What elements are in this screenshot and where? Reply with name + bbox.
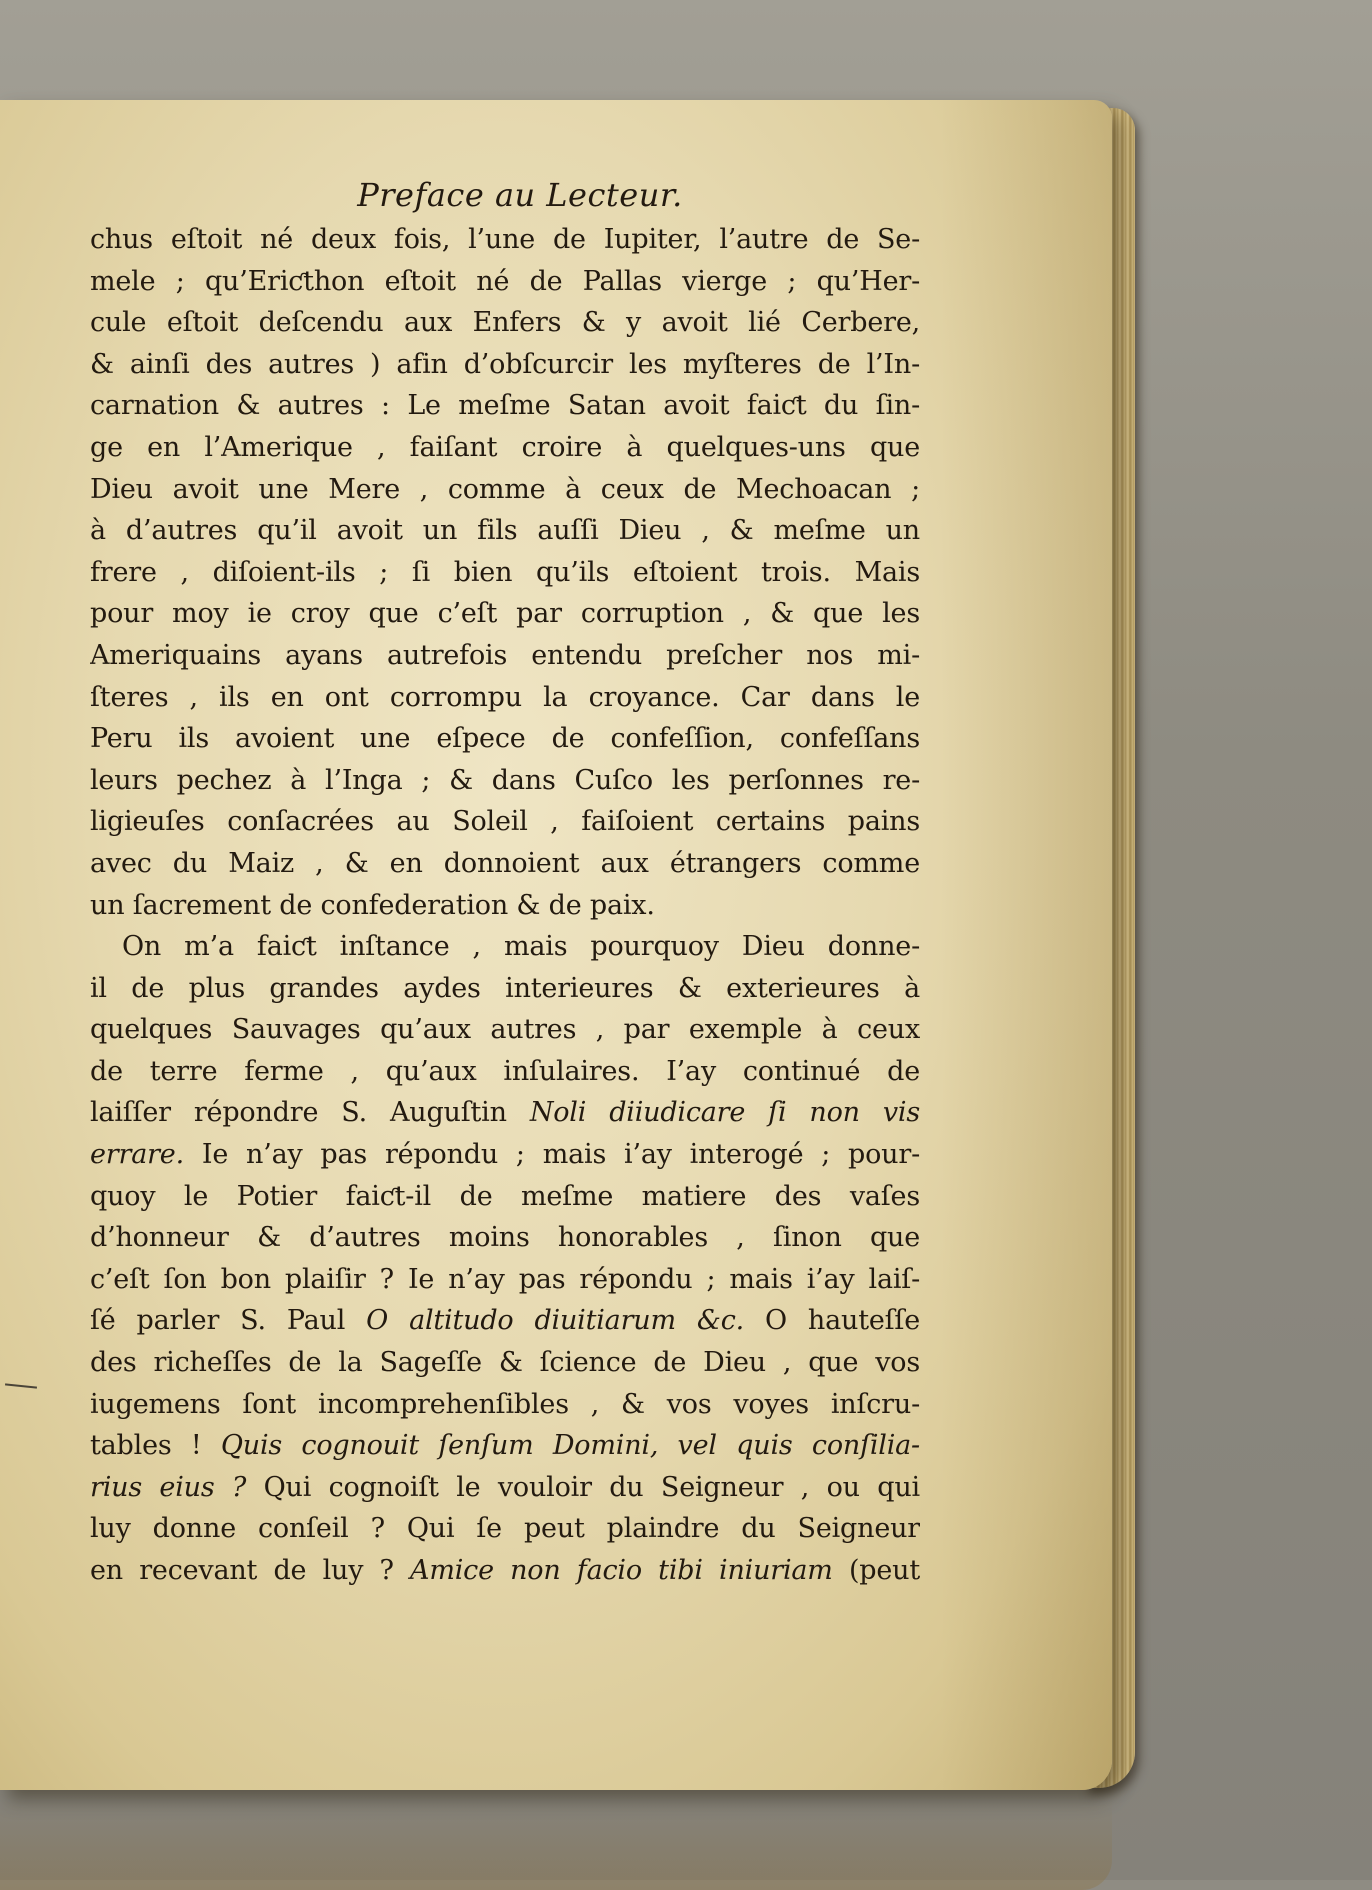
page-text — [90, 175, 920, 1592]
text-run: tables ! — [90, 1430, 221, 1462]
text-run: des richeſſes de la Sageſſe & ſcience de Dieu , que vos — [90, 1347, 920, 1379]
text-run: laiſſer répondre S. Auguſtin — [90, 1097, 530, 1129]
text-line — [90, 635, 920, 677]
text-line — [90, 261, 920, 303]
text-run: mele ; qu’Eriƈthon eſtoit né de Pallas vierge ; qu’Her- — [90, 265, 920, 297]
text-run: Ie n’ay pas répondu ; mais i’ay interogé ; pour- — [183, 1139, 920, 1171]
text-run: quoy le Potier faiƈt-il de meſme matiere des vaſes — [90, 1180, 920, 1212]
text-line — [90, 510, 920, 552]
text-run: ſteres , ils en ont corrompu la croyance. Car dans le — [90, 681, 920, 713]
text-run: carnation & autres : Le meſme Satan avoit faiƈt du ſin- — [90, 390, 920, 422]
text-run: Dieu avoit une Mere , comme à ceux de Mechoacan ; — [90, 473, 920, 505]
latin-italic-text: Noli diiudicare ſi non vis — [529, 1097, 920, 1129]
text-line — [90, 801, 920, 843]
text-run: On m’a faiƈt inſtance , mais pourquoy Dieu donne- — [122, 931, 920, 963]
text-line — [90, 552, 920, 594]
text-line — [90, 760, 920, 802]
text-line — [90, 1342, 920, 1384]
text-line — [90, 219, 920, 261]
text-line — [90, 1259, 920, 1301]
text-line — [90, 968, 920, 1010]
text-line — [90, 677, 920, 719]
text-run: iugemens ſont incomprehenſibles , & vos voyes inſcru- — [90, 1388, 920, 1420]
running-head: Preface au Lecteur. — [357, 176, 683, 214]
text-run: en recevant de luy ? — [90, 1555, 411, 1586]
text-run: pour moy ie croy que c’eſt par corruption , & que les — [90, 598, 920, 630]
text-run: & ainſi des autres ) afin d’obſcurcir les myſteres de l’In- — [90, 348, 920, 380]
latin-italic-text: O altitudo diuitiarum &c. — [366, 1305, 745, 1337]
text-run: c’eſt ſon bon plaiſir ? Ie n’ay pas répondu ; mais i’ay laiſ- — [90, 1263, 920, 1295]
text-line — [90, 1009, 920, 1051]
text-run: Ameriquains ayans autrefois entendu preſcher nos mi- — [90, 639, 920, 671]
text-line — [90, 843, 920, 885]
text-line — [90, 1467, 920, 1509]
text-line — [90, 1092, 920, 1134]
text-run: Qui cognoiſt le vouloir du Seigneur , ou qui — [246, 1471, 920, 1503]
text-run: cule eſtoit deſcendu aux Enfers & y avoit lié Cerbere, — [90, 307, 920, 339]
latin-italic-text: rius eius ? — [90, 1471, 247, 1503]
page-bottom-shadow — [0, 1800, 1112, 1890]
text-line — [90, 1425, 920, 1467]
text-run: ſé parler S. Paul — [90, 1305, 367, 1337]
text-line — [90, 385, 920, 427]
text-line — [90, 469, 920, 511]
text-run: de terre ferme , qu’aux inſulaires. I’ay continué de — [90, 1055, 920, 1087]
text-run: il de plus grandes aydes interieures & exterieures à — [90, 972, 920, 1004]
text-run: frere , diſoient-ils ; ſi bien qu’ils eſtoient trois. Mais — [90, 556, 920, 588]
text-line — [90, 1051, 920, 1093]
text-line — [90, 885, 920, 927]
text-line — [90, 1217, 920, 1259]
text-run: leurs pechez à l’Inga ; & dans Cuſco les perſonnes re- — [90, 764, 920, 796]
latin-italic-text: Quis cognouit ſenſum Domini, vel quis conſilia- — [220, 1430, 920, 1462]
text-run: chus eſtoit né deux fois, l’une de Iupiter, l’autre de Se- — [90, 224, 920, 255]
text-run: un ſacrement de confederation & de paix. — [90, 889, 655, 921]
text-line — [90, 1176, 920, 1218]
text-line — [90, 1508, 920, 1550]
latin-italic-text: errare. — [90, 1139, 184, 1171]
text-line — [90, 718, 920, 760]
text-line — [90, 1550, 920, 1592]
text-lines — [90, 219, 920, 1592]
text-run: (peut — [832, 1555, 920, 1586]
text-run: d’honneur & d’autres moins honorables , ſinon que — [90, 1222, 920, 1254]
text-line — [90, 427, 920, 469]
text-line — [90, 1384, 920, 1426]
text-line — [90, 593, 920, 635]
text-run: ligieuſes conſacrées au Soleil , faiſoient certains pains — [90, 806, 920, 838]
text-line — [90, 302, 920, 344]
text-line — [90, 1300, 920, 1342]
text-run: ge en l’Amerique , faiſant croire à quelques-uns que — [90, 431, 920, 463]
text-run: O hauteſſe — [744, 1305, 920, 1337]
text-run: avec du Maiz , & en donnoient aux étrangers comme — [90, 847, 920, 879]
text-run: à d’autres qu’il avoit un fils auſſi Dieu , & meſme un — [90, 515, 920, 547]
text-line — [90, 1134, 920, 1176]
text-run: quelques Sauvages qu’aux autres , par exemple à ceux — [90, 1014, 920, 1046]
text-line — [90, 344, 920, 386]
latin-italic-text: Amice non facio tibi iniuriam — [410, 1555, 833, 1586]
text-run: Peru ils avoient une eſpece de confeſſion, confeſſans — [90, 723, 920, 755]
text-line — [90, 926, 920, 968]
text-run: luy donne conſeil ? Qui ſe peut plaindre du Seigneur — [90, 1513, 920, 1545]
